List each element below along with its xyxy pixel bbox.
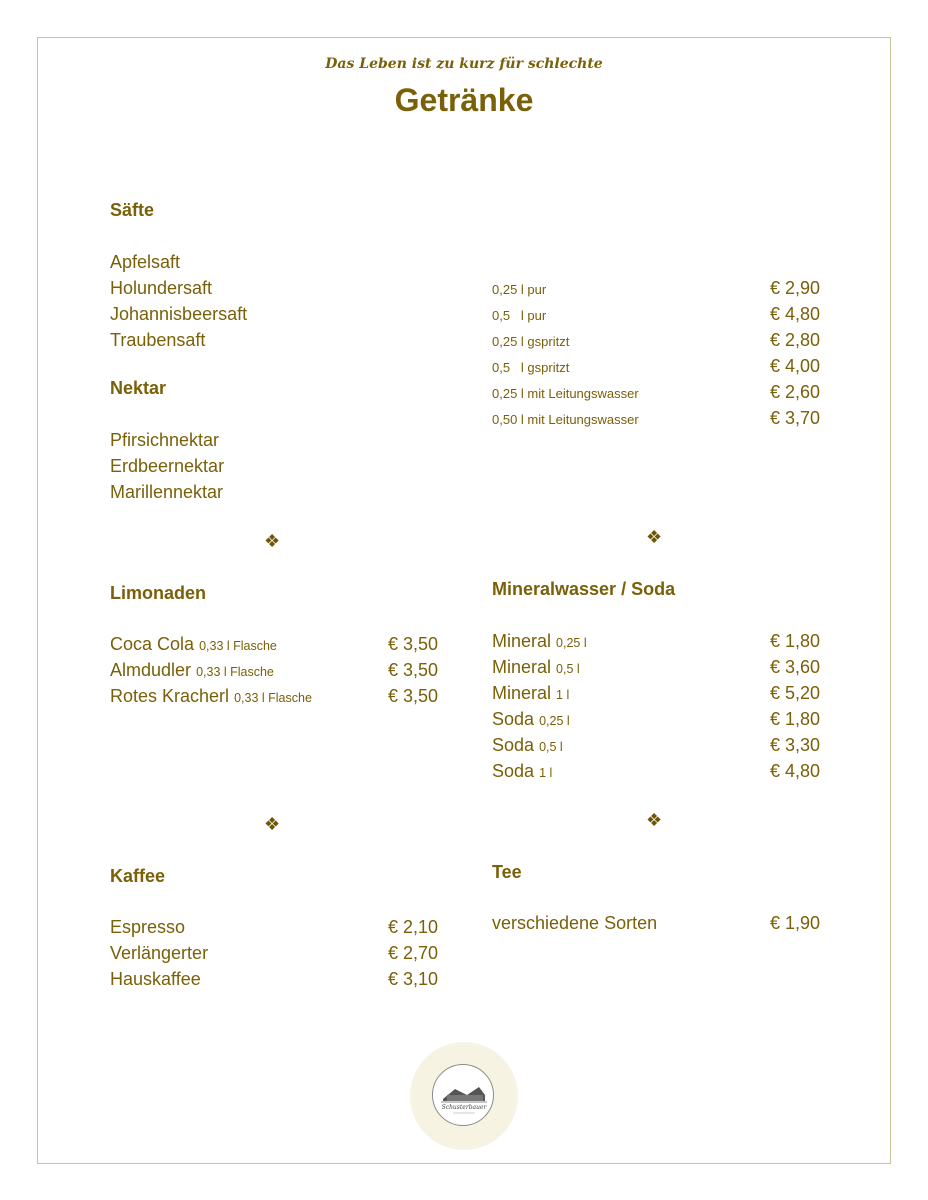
tee-list <box>492 910 820 936</box>
size-label: 0,25 l gspritzt <box>492 334 570 349</box>
item-name-group <box>492 628 587 656</box>
size-label: 0,25 l pur <box>492 282 547 297</box>
item-name-group <box>110 683 312 711</box>
item-size: 0,33 l Flasche <box>196 665 274 679</box>
price: € 4,80 <box>769 761 820 781</box>
tagline: Das Leben ist zu kurz für schlechte <box>325 56 603 72</box>
table-row <box>492 301 820 327</box>
price: € 4,80 <box>769 304 820 324</box>
price: € 1,80 <box>769 631 820 651</box>
price: € 3,50 <box>387 634 438 654</box>
table-row <box>492 910 820 936</box>
item-name: Almdudler <box>110 660 192 680</box>
table-row <box>492 379 820 405</box>
size-label: 0,5 l pur <box>492 308 547 323</box>
item-name: Soda <box>492 761 535 781</box>
size-label: 0,5 l gspritzt <box>492 360 570 375</box>
table-row <box>110 940 438 966</box>
table-row <box>492 405 820 431</box>
price: € 1,90 <box>769 913 820 933</box>
size-label: 0,50 l mit Leitungswasser <box>492 412 639 427</box>
price: € 5,20 <box>769 683 820 703</box>
table-row <box>492 327 820 353</box>
list-item: Erdbeernektar <box>110 456 225 476</box>
table-row <box>110 914 438 940</box>
saefte-size-price-list <box>492 275 820 431</box>
price: € 4,00 <box>769 356 820 376</box>
item-name: Soda <box>492 709 535 729</box>
item-size: 0,25 l <box>539 714 570 728</box>
section-heading-saefte: Säfte <box>110 200 155 220</box>
farmhouse-icon <box>433 1065 493 1125</box>
item-size: 0,33 l Flasche <box>234 691 312 705</box>
table-row <box>110 657 438 683</box>
section-heading-kaffee: Kaffee <box>110 866 166 886</box>
item-name-group <box>492 758 552 786</box>
ornament-icon: ❖ <box>646 810 663 830</box>
item-name: Soda <box>492 735 535 755</box>
restaurant-logo <box>410 1042 518 1150</box>
item-name-group <box>110 631 277 659</box>
ornament-icon: ❖ <box>646 527 663 547</box>
page-title: Getränke <box>394 82 534 118</box>
item-name-group <box>492 654 580 682</box>
table-row <box>492 628 820 654</box>
price: € 3,70 <box>769 408 820 428</box>
item-name: Verlängerter <box>110 943 209 963</box>
logo-emblem <box>432 1064 494 1126</box>
list-item: Pfirsichnektar <box>110 430 220 450</box>
table-row <box>492 680 820 706</box>
item-name-group <box>492 706 570 734</box>
price: € 3,50 <box>387 660 438 680</box>
section-heading-mineral: Mineralwasser / Soda <box>492 579 676 599</box>
item-size: 1 l <box>556 688 570 702</box>
table-row <box>492 758 820 784</box>
price: € 3,60 <box>769 657 820 677</box>
item-name-group <box>110 657 274 685</box>
item-name: Mineral <box>492 683 552 703</box>
price: € 2,10 <box>387 917 438 937</box>
price: € 3,10 <box>387 969 438 989</box>
table-row <box>110 683 438 709</box>
table-row <box>492 353 820 379</box>
price: € 1,80 <box>769 709 820 729</box>
item-name: Mineral <box>492 631 552 651</box>
ornament-icon: ❖ <box>264 531 281 551</box>
list-item: Holundersaft <box>110 278 213 298</box>
price: € 2,70 <box>387 943 438 963</box>
item-size: 0,33 l Flasche <box>199 639 277 653</box>
item-size: 0,5 l <box>539 740 563 754</box>
item-size: 0,5 l <box>556 662 580 676</box>
item-name: Rotes Kracherl <box>110 686 230 706</box>
table-row <box>492 706 820 732</box>
section-heading-limonaden: Limonaden <box>110 583 207 603</box>
section-heading-tee: Tee <box>492 862 522 882</box>
logo-text: Schusterbauer <box>441 1104 487 1111</box>
item-name: Mineral <box>492 657 552 677</box>
table-row <box>110 631 438 657</box>
table-row <box>492 654 820 680</box>
item-name-group <box>492 732 563 760</box>
size-label: 0,25 l mit Leitungswasser <box>492 386 639 401</box>
price: € 2,80 <box>769 330 820 350</box>
price: € 2,90 <box>769 278 820 298</box>
item-name-group <box>492 680 569 708</box>
item-name: Espresso <box>110 917 186 937</box>
limonaden-list <box>110 631 438 709</box>
price: € 3,50 <box>387 686 438 706</box>
mineral-list <box>492 628 820 784</box>
saefte-list <box>110 249 247 353</box>
table-row <box>492 732 820 758</box>
item-size: 1 l <box>539 766 553 780</box>
kaffee-list <box>110 914 438 992</box>
item-name: verschiedene Sorten <box>492 913 658 933</box>
ornament-icon: ❖ <box>264 814 281 834</box>
price: € 3,30 <box>769 735 820 755</box>
list-item: Johannisbeersaft <box>110 304 248 324</box>
item-name: Coca Cola <box>110 634 195 654</box>
section-heading-nektar: Nektar <box>110 378 167 398</box>
item-size: 0,25 l <box>556 636 587 650</box>
price: € 2,60 <box>769 382 820 402</box>
table-row <box>492 275 820 301</box>
list-item: Marillennektar <box>110 482 224 502</box>
list-item: Apfelsaft <box>110 252 181 272</box>
list-item: Traubensaft <box>110 330 206 350</box>
nektar-list <box>110 427 224 505</box>
table-row <box>110 966 438 992</box>
item-name: Hauskaffee <box>110 969 201 989</box>
